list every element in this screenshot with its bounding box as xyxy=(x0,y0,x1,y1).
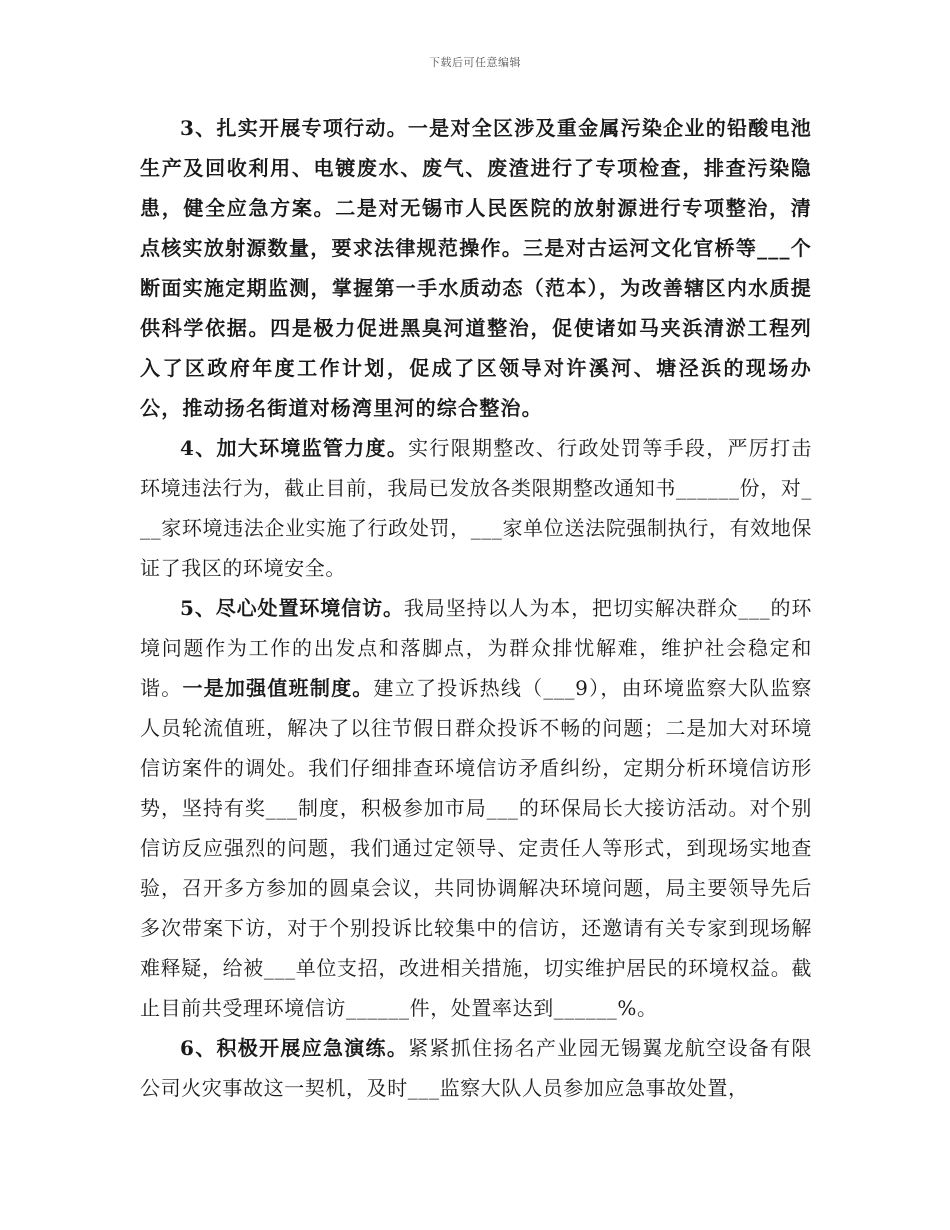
section-4-body: 实行限期整改、行政处罚等手段，严厉打击环境违法行为，截止目前，我局已发放各类限期整改通知书______份，对___家环境违法企业实施了行政处罚，___家单位送法院强制执行，有效地保证了我区的环境安全。 xyxy=(140,436,812,580)
section-3-title: 3、扎实开展专项行动。 xyxy=(180,116,408,140)
section-5-body-a: 我局坚持以人为本，把切实解决群众___的环境问题作为工作的出发点和落脚点，为群众排忧解难，维护社会稳定和谐。 xyxy=(140,596,812,700)
section-6-body: 紧紧抓住扬名产业园无锡翼龙航空设备有限公司火灾事故这一契机，及时___监察大队人员参加应急事故处置， xyxy=(140,1036,812,1100)
section-6-paragraph xyxy=(140,1028,812,1108)
section-5-body-b: 建立了投诉热线（___9），由环境监察大队监察人员轮流值班，解决了以往节假日群众投诉不畅的问题；二是加大对环境信访案件的调处。我们仔细排查环境信访矛盾纠纷，定期分析环境信访形势，坚持有奖___制度，积极参加市局___的环保局长大接访活动。对个别信访反应强烈的问题，我们通过定领导、定责任人等形式，到现场实地查验，召开多方参加的圆桌会议，共同协调解决环境问题，局主要领导先后多次带案下访，对于个别投诉比较集中的信访，还邀请有关专家到现场解难释疑，给被___单位支招，改进相关措施，切实维护居民的环境权益。截止目前共受理环境信访______件，处置率达到______%。 xyxy=(140,676,812,1020)
document-body xyxy=(140,108,812,1108)
section-4-title: 4、加大环境监管力度。 xyxy=(180,436,409,460)
section-3-paragraph xyxy=(140,108,812,428)
section-5-subtitle: 一是加强值班制度。 xyxy=(182,676,374,700)
section-6-title: 6、积极开展应急演练。 xyxy=(180,1036,409,1060)
page-header: 下载后可任意编辑 xyxy=(429,56,521,69)
section-5-paragraph xyxy=(140,588,812,1028)
section-4-paragraph xyxy=(140,428,812,588)
section-5-title: 5、尽心处置环境信访。 xyxy=(180,596,404,620)
section-3-body: 一是对全区涉及重金属污染企业的铅酸电池生产及回收利用、电镀废水、废气、废渣进行了专项检查，排查污染隐患，健全应急方案。二是对无锡市人民医院的放射源进行专项整治，清点核实放射源数量，要求法律规范操作。三是对古运河文化官桥等___个断面实施定期监测，掌握第一手水质动态（范本），为改善辖区内水质提供科学依据。四是极力促进黑臭河道整治，促使诸如马夹浜清淤工程列入了区政府年度工作计划，促成了区领导对许溪河、塘泾浜的现场办公，推动扬名街道对杨湾里河的综合整治。 xyxy=(140,116,812,420)
